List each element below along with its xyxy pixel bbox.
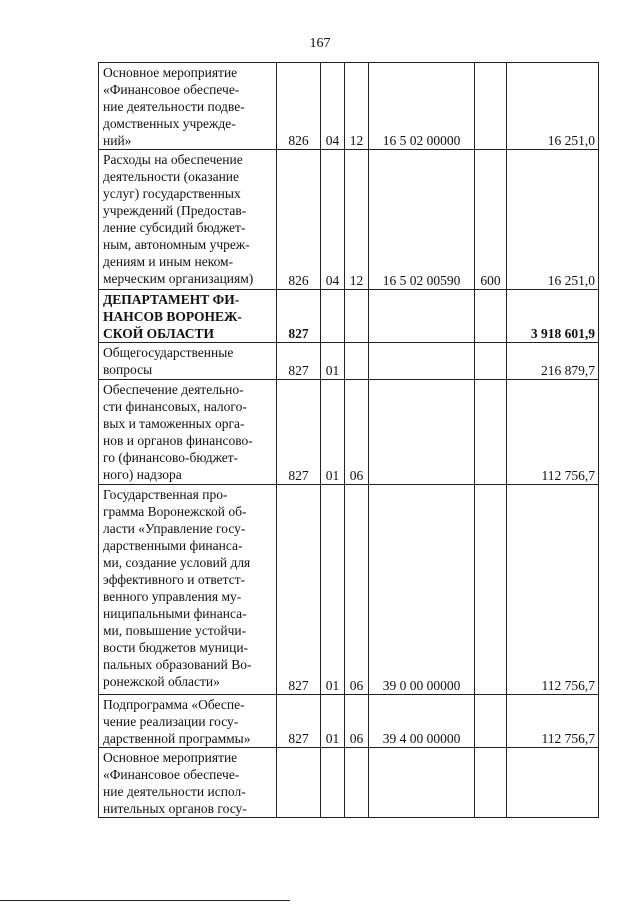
item-name-line: чение реализации госу- <box>103 714 239 729</box>
expense-type-cell: 600 <box>475 150 507 290</box>
target-article-cell: 16 5 02 00590 <box>369 150 475 290</box>
ministry-code-cell: 827 <box>277 290 321 343</box>
item-name-cell <box>99 150 277 290</box>
section-code-cell <box>321 290 345 343</box>
amount-cell: 16 251,0 <box>507 63 599 150</box>
item-name-line: эффективного и ответст- <box>103 572 246 587</box>
item-name-line: дарственной программы» <box>103 731 251 746</box>
amount-cell: 3 918 601,9 <box>507 290 599 343</box>
item-name-line: венного управления му- <box>103 589 242 604</box>
target-article-cell <box>369 748 475 818</box>
item-name-line: «Финансовое обеспече- <box>103 82 240 97</box>
subsection-code-cell: 12 <box>345 63 369 150</box>
item-name-line: деятельности (оказание <box>103 169 240 184</box>
item-name-line: ление субсидий бюджет- <box>103 220 246 235</box>
ministry-code-cell <box>277 748 321 818</box>
item-name-line: ние деятельности подве- <box>103 99 245 114</box>
item-name-line: ласти «Управление госу- <box>103 521 246 536</box>
subsection-code-cell <box>345 290 369 343</box>
item-name-line: домственных учрежде- <box>103 116 236 131</box>
item-name-line: дениям и иным неком- <box>103 254 234 269</box>
amount-cell: 112 756,7 <box>507 485 599 695</box>
section-code-cell: 01 <box>321 695 345 748</box>
item-name-line: вопросы <box>103 362 153 377</box>
section-code-cell <box>321 748 345 818</box>
item-name-line: мерческим организациям) <box>103 271 254 286</box>
subsection-code-cell <box>345 748 369 818</box>
expense-type-cell <box>475 695 507 748</box>
item-name-line: сти финансовых, налого- <box>103 399 247 414</box>
expense-type-cell <box>475 290 507 343</box>
item-name-cell <box>99 343 277 380</box>
expense-type-cell <box>475 343 507 380</box>
subsection-code-cell: 12 <box>345 150 369 290</box>
ministry-code-cell: 826 <box>277 63 321 150</box>
amount-cell <box>507 748 599 818</box>
item-name-line: грамма Воронежской об- <box>103 504 247 519</box>
subsection-code-cell <box>345 343 369 380</box>
item-name-line: Подпрограмма «Обеспе- <box>103 697 245 712</box>
target-article-cell: 39 0 00 00000 <box>369 485 475 695</box>
item-name-line: го (финансово-бюджет- <box>103 450 239 465</box>
item-name-cell <box>99 695 277 748</box>
item-name-line: пальных образований Во- <box>103 657 252 672</box>
item-name-cell <box>99 485 277 695</box>
table-row <box>99 290 599 343</box>
table-row <box>99 695 599 748</box>
item-name-line: Расходы на обеспечение <box>103 152 243 167</box>
item-name-line: Обеспечение деятельно- <box>103 382 244 397</box>
item-name-cell <box>99 290 277 343</box>
ministry-code-cell: 827 <box>277 695 321 748</box>
item-name-line: Государственная про- <box>103 487 228 502</box>
item-name-line: ний» <box>103 133 132 148</box>
item-name-line: Основное мероприятие <box>103 65 238 80</box>
table-row <box>99 380 599 485</box>
item-name-line: ми, повышение устойчи- <box>103 623 247 638</box>
subsection-code-cell: 06 <box>345 695 369 748</box>
table-body <box>99 63 599 818</box>
item-name-cell <box>99 380 277 485</box>
subsection-code-cell: 06 <box>345 380 369 485</box>
item-name-line: вых и таможенных орга- <box>103 416 245 431</box>
subsection-code-cell: 06 <box>345 485 369 695</box>
ministry-code-cell: 826 <box>277 150 321 290</box>
target-article-cell: 39 4 00 00000 <box>369 695 475 748</box>
item-name-line: нительных органов госу- <box>103 801 247 816</box>
item-name-line: учреждений (Предостав- <box>103 203 247 218</box>
ministry-code-cell: 827 <box>277 380 321 485</box>
footnote-separator <box>0 900 290 901</box>
table-row <box>99 485 599 695</box>
table-row <box>99 748 599 818</box>
target-article-cell: 16 5 02 00000 <box>369 63 475 150</box>
ministry-code-cell: 827 <box>277 343 321 380</box>
amount-cell: 216 879,7 <box>507 343 599 380</box>
item-name-cell <box>99 63 277 150</box>
section-code-cell: 01 <box>321 380 345 485</box>
item-name-line: Основное мероприятие <box>103 750 238 765</box>
section-code-cell: 04 <box>321 150 345 290</box>
item-name-line: «Финансовое обеспече- <box>103 767 240 782</box>
target-article-cell <box>369 290 475 343</box>
item-name-line: ного) надзора <box>103 467 182 482</box>
budget-table <box>98 62 599 818</box>
target-article-cell <box>369 380 475 485</box>
item-name-line: услуг) государственных <box>103 186 241 201</box>
item-name-line: дарственными финанса- <box>103 538 243 553</box>
amount-cell: 16 251,0 <box>507 150 599 290</box>
table-row <box>99 150 599 290</box>
expense-type-cell <box>475 748 507 818</box>
amount-cell: 112 756,7 <box>507 695 599 748</box>
expense-type-cell <box>475 485 507 695</box>
item-name-cell <box>99 748 277 818</box>
expense-type-cell <box>475 63 507 150</box>
item-name-line: нов и органов финансово- <box>103 433 253 448</box>
item-name-line: ми, создание условий для <box>103 555 251 570</box>
section-code-cell: 01 <box>321 485 345 695</box>
item-name-line: ниципальными финанса- <box>103 606 247 621</box>
item-name-line: СКОЙ ОБЛАСТИ <box>103 326 215 341</box>
item-name-line: ным, автономным учреж- <box>103 237 250 252</box>
item-name-line: ние деятельности испол- <box>103 784 246 799</box>
item-name-line: вости бюджетов муници- <box>103 640 249 655</box>
section-code-cell: 04 <box>321 63 345 150</box>
table-row <box>99 63 599 150</box>
section-code-cell: 01 <box>321 343 345 380</box>
table-row <box>99 343 599 380</box>
target-article-cell <box>369 343 475 380</box>
item-name-line: ронежской области» <box>103 674 220 689</box>
ministry-code-cell: 827 <box>277 485 321 695</box>
item-name-line: ДЕПАРТАМЕНТ ФИ- <box>103 292 240 307</box>
expense-type-cell <box>475 380 507 485</box>
item-name-line: НАНСОВ ВОРОНЕЖ- <box>103 309 242 324</box>
amount-cell: 112 756,7 <box>507 380 599 485</box>
item-name-line: Общегосударственные <box>103 345 234 360</box>
page-number: 167 <box>309 36 331 51</box>
